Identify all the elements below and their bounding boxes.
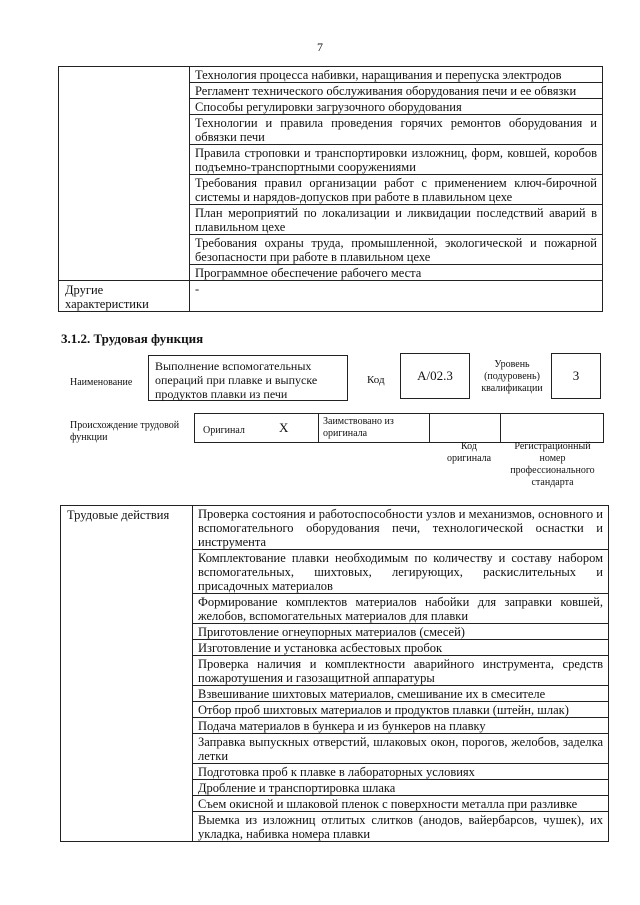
page-number: 7 bbox=[317, 40, 323, 54]
list-item: Отбор проб шихтовых материалов и продуктов плавки (штейн, шлак) bbox=[193, 702, 608, 718]
list-item: План мероприятий по локализации и ликвидации последствий аварий в плавильном цехе bbox=[190, 205, 602, 235]
list-item: Съем окисной и шлаковой пленок с поверхности металла при разливке bbox=[193, 796, 608, 812]
level-box bbox=[551, 353, 601, 399]
list-item: Регламент технического обслуживания оборудования печи и ее обвязки bbox=[190, 83, 602, 99]
list-item: Требования охраны труда, промышленной, экологической и пожарной безопасности при работе в плавильном цехе bbox=[190, 235, 602, 265]
actions-row bbox=[61, 506, 608, 841]
original-label: Оригинал bbox=[203, 425, 245, 436]
actions-label: Трудовые действия bbox=[61, 506, 193, 841]
list-item: Формирование комплектов материалов набойки для заправки ковшей, желобов, вспомогательных материалов для плавки bbox=[193, 594, 608, 624]
list-item: Способы регулировки загрузочного оборудования bbox=[190, 99, 602, 115]
list-item: Выемка из изложниц отлитых слитков (анодов, вайербарсов, чушек), их укладка, набивка номера плавки bbox=[198, 813, 603, 841]
list-item: Комплектование плавки необходимым по количеству и составу набором вспомогательных, шихтовых, легирующих, раскислительных и присадочных материалов bbox=[193, 550, 608, 594]
list-item: Изготовление и установка асбестовых пробок bbox=[193, 640, 608, 656]
code-box bbox=[400, 353, 470, 399]
function-name: Выполнение вспомогательных операций при плавке и выпуске продуктов плавки из печи bbox=[155, 359, 318, 401]
origin-label: Происхождение трудовой функции bbox=[70, 420, 180, 443]
reg-number-caption: Регистрационный номер профессионального стандарта bbox=[510, 441, 595, 488]
borrowed-label: Заимствовано из оригинала bbox=[323, 416, 394, 439]
original-mark: X bbox=[279, 420, 289, 435]
list-item: Технологии и правила проведения горячих ремонтов оборудования и обвязки печи bbox=[190, 115, 602, 145]
list-item: Проверка состояния и работоспособности узлов и механизмов, основного и вспомогательного оборудования печи, технологической оснастки и инструмента bbox=[193, 506, 608, 550]
code-original-caption: Код оригинала bbox=[446, 441, 492, 464]
actions-table bbox=[60, 505, 609, 842]
list-item: Заправка выпускных отверстий, шлаковых окон, порогов, желобов, заделка летки bbox=[193, 734, 608, 764]
origin-divider-1 bbox=[318, 413, 319, 443]
list-item: Подготовка проб к плавке в лабораторных условиях bbox=[193, 764, 608, 780]
list-item: Приготовление огнеупорных материалов (смесей) bbox=[193, 624, 608, 640]
knowledge-table bbox=[58, 66, 603, 312]
level-label: Уровень (подуровень) квалификации bbox=[481, 359, 543, 394]
actions-items bbox=[193, 506, 608, 841]
list-item: Дробление и транспортировка шлака bbox=[193, 780, 608, 796]
other-characteristics-value: - bbox=[195, 282, 200, 296]
other-characteristics-row bbox=[59, 280, 602, 311]
section-heading: 3.1.2. Трудовая функция bbox=[61, 331, 204, 346]
list-item: Подача материалов в бункера и из бункеров на плавку bbox=[193, 718, 608, 734]
origin-divider-2 bbox=[429, 413, 430, 443]
list-item: Требования правил организации работ с применением ключ-бирочной системы и нарядов-допусков при работе в плавильном цехе bbox=[190, 175, 602, 205]
list-item: Правила строповки и транспортировки изложниц, форм, ковшей, коробов подъемно-транспортными сооружениями bbox=[190, 145, 602, 175]
code-label: Код bbox=[367, 374, 385, 386]
origin-divider-3 bbox=[500, 413, 501, 443]
list-item: Технология процесса набивки, наращивания и перепуска электродов bbox=[190, 67, 602, 83]
knowledge-items bbox=[190, 67, 602, 280]
list-item: Программное обеспечение рабочего места bbox=[195, 266, 422, 280]
knowledge-label-cell bbox=[59, 67, 190, 280]
code-value: А/02.3 bbox=[417, 368, 453, 383]
list-item: Проверка наличия и комплектности аварийного инструмента, средств пожаротушения и газозащитной аппаратуры bbox=[193, 656, 608, 686]
level-value: 3 bbox=[572, 368, 580, 383]
knowledge-row bbox=[59, 67, 602, 280]
name-label: Наименование bbox=[70, 377, 133, 388]
list-item: Взвешивание шихтовых материалов, смешивание их в смесителе bbox=[193, 686, 608, 702]
other-characteristics-label: Другие характеристики bbox=[59, 281, 190, 311]
function-name-box bbox=[148, 355, 348, 401]
